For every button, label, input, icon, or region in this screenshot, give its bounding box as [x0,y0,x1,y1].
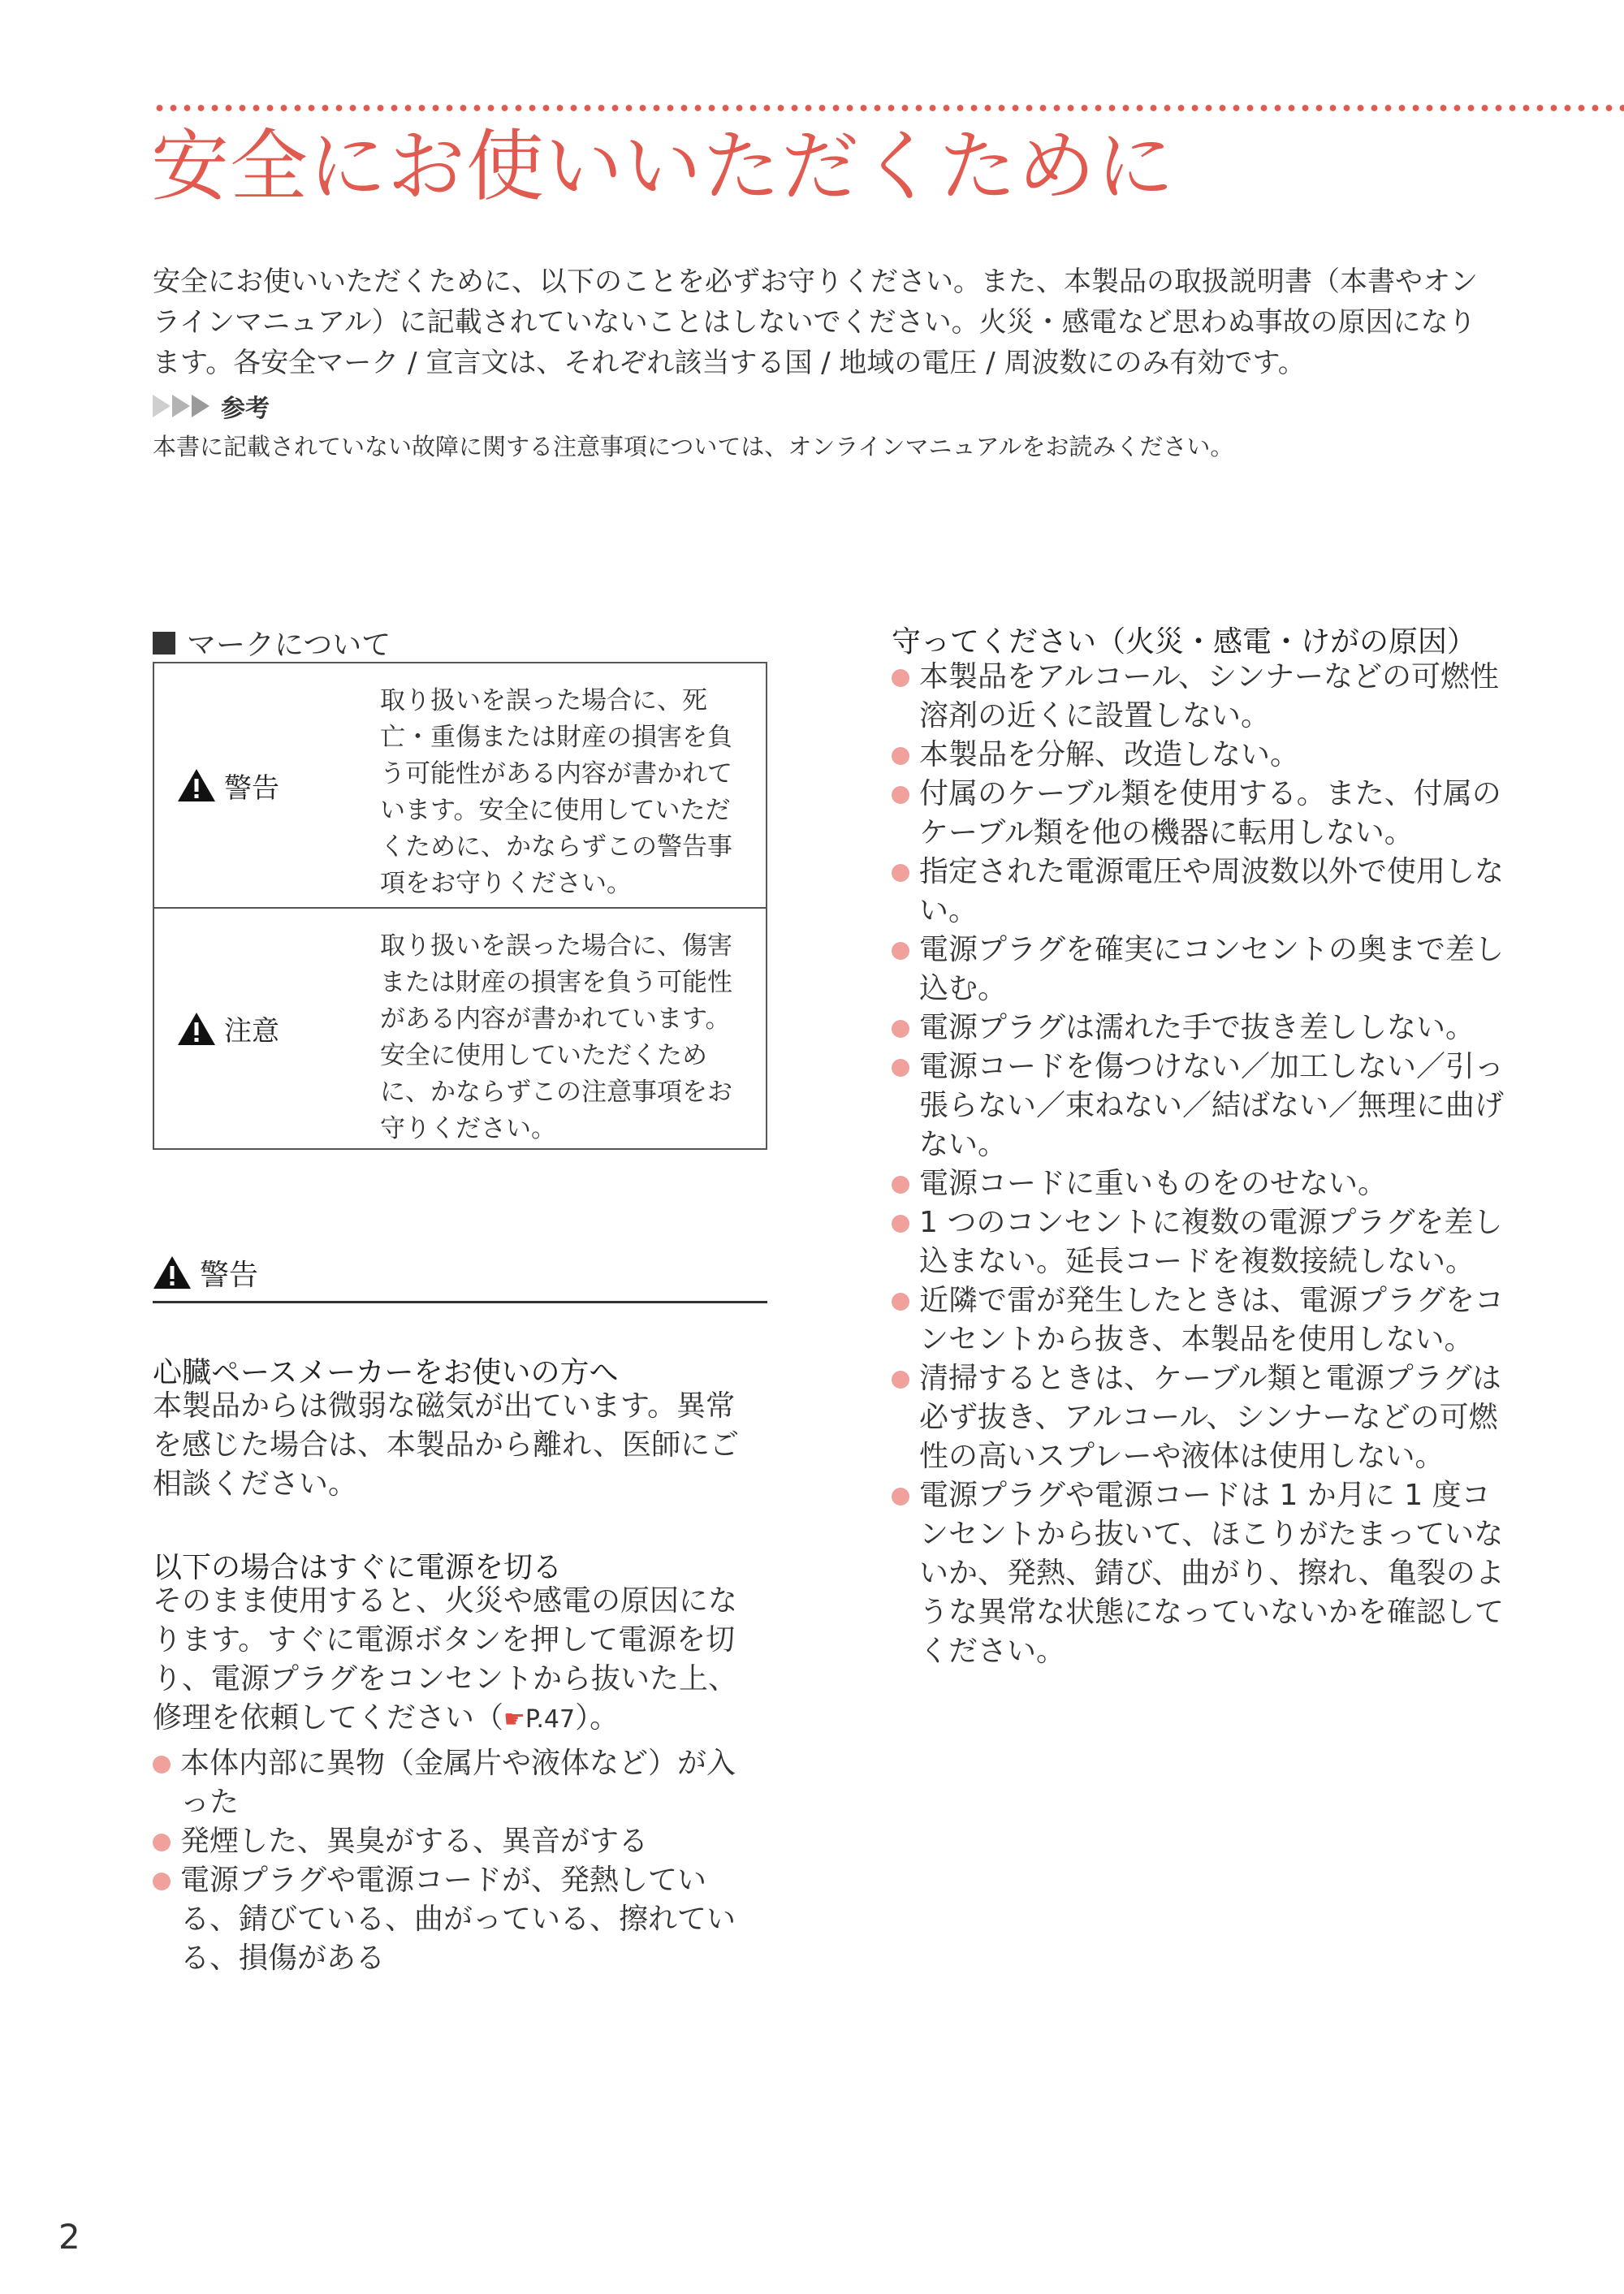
marks-row-caution [154,907,766,1148]
note-label: 参考 [221,395,270,423]
page-number: 2 [58,2217,80,2257]
list-item: 電源コードを傷つけない／加工しない／引っ張らない／束ねない／結ばない／無理に曲げない。 [892,1048,1517,1164]
caution-triangle-icon [177,1012,216,1046]
right-column-heading: 守ってください（火災・感電・けがの原因） [892,625,1477,659]
pointing-hand-icon: ☛ [503,1705,525,1734]
power-off-text-main: そのまま使用すると、火災や感電の原因になります。すぐに電源ボタンを押して電源を切り、電源プラグをコンセントから抜いた上、修理を依頼してください（ [153,1584,738,1735]
intro-text: 安全にお使いいただくために、以下のことを必ずお守りください。また、本製品の取扱説明書（本書やオンラインマニュアル）に記載されていないことはしないでください。火災・感電など思わぬ事故の原因になります。各安全マーク / 宣言文は、それぞれ該当する国 / 地域の電圧 / 周波数にのみ有効です。 [153,266,1478,379]
marks-label-caution-text: 注意 [224,1015,279,1048]
power-off-text-end: ）。 [575,1701,620,1735]
list-item: 清掃するときは、ケーブル類と電源プラグは必ず抜き、アルコール、シンナーなどの可燃性の高いスプレーや液体は使用しない。 [892,1359,1517,1476]
list-item: 近隣で雷が発生したときは、電源プラグをコンセントから抜き、本製品を使用しない。 [892,1281,1517,1359]
note-text: 本書に記載されていない故障に関する注意事項については、オンラインマニュアルをお読みください。 [153,433,1234,460]
dotted-rule [153,104,1624,112]
list-item: 本製品をアルコール、シンナーなどの可燃性溶剤の近くに設置しない。 [892,658,1517,736]
square-bullet-icon [153,632,175,655]
list-item: 本体内部に異物（金属片や液体など）が入った [153,1744,754,1822]
marks-row-warning [154,663,766,907]
marks-label-warning [154,663,364,907]
note-arrows-icon [153,395,211,417]
list-item: 電源プラグや電源コードは 1 か月に 1 度コンセントから抜いて、ほこりがたまっていないか、発熱、錆び、曲がり、擦れ、亀裂のような異常な状態になっていないかを確認してください。 [892,1476,1517,1671]
pacemaker-text: 本製品からは微弱な磁気が出ています。異常を感じた場合は、本製品から離れ、医師にご相談ください。 [153,1389,740,1501]
marks-label-caution [154,909,364,1148]
warning-triangle-icon [153,1255,192,1290]
marks-label-warning-text: 警告 [224,771,279,805]
list-item: 1 つのコンセントに複数の電源プラグを差し込まない。延長コードを複数接続しない。 [892,1203,1517,1281]
page-reference-link[interactable]: P.47 [525,1705,576,1734]
marks-table [153,662,767,1150]
list-item: 本製品を分解、改造しない。 [892,736,1517,775]
list-item: 指定された電源電圧や周波数以外で使用しない。 [892,853,1517,931]
marks-text-warning: 取り扱いを誤った場合に、死亡・重傷または財産の損害を負う可能性がある内容が書かれています。安全に使用していただくために、かならずこの警告事項をお守りください。 [380,686,732,898]
warning-triangle-icon [177,768,216,802]
list-item: 発煙した、異臭がする、異音がする [153,1822,754,1861]
list-item: 電源プラグを確実にコンセントの奥まで差し込む。 [892,931,1517,1009]
power-off-bullet-list [153,1744,754,1978]
list-item: 電源プラグは濡れた手で抜き差ししない。 [892,1009,1517,1048]
marks-text-caution: 取り扱いを誤った場合に、傷害または財産の損害を負う可能性がある内容が書かれています。安全に使用していただくために、かならずこの注意事項をお守りください。 [380,931,732,1143]
power-off-heading: 以下の場合はすぐに電源を切る [153,1551,563,1584]
power-off-text [153,1582,754,1739]
marks-heading [153,622,391,663]
marks-heading-label: マークについて [187,629,391,662]
pacemaker-heading: 心臓ペースメーカーをお使いの方へ [153,1356,619,1389]
warning-heading-label: 警告 [200,1258,259,1292]
list-item: 電源プラグや電源コードが、発熱している、錆びている、曲がっている、擦れている、損傷がある [153,1861,754,1978]
list-item: 付属のケーブル類を使用する。また、付属のケーブル類を他の機器に転用しない。 [892,775,1517,853]
list-item: 電源コードに重いものをのせない。 [892,1164,1517,1203]
warning-section-heading [153,1244,767,1303]
precautions-bullet-list [892,658,1517,1671]
note-heading [153,388,270,424]
page-title: 安全にお使いいただくために [151,121,1175,212]
